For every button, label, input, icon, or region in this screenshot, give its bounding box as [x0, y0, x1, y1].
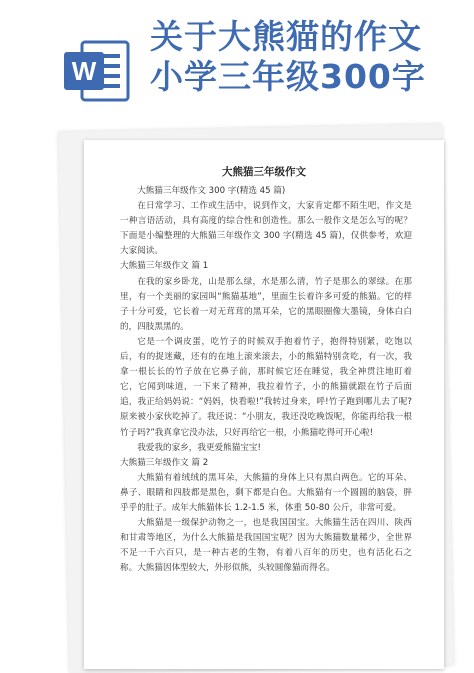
paragraph: 我爱我的家乡，我更爱熊猫宝宝!	[137, 442, 261, 453]
page-title-line-2: 小学三年级300字	[150, 57, 426, 96]
section-heading: 大熊猫三年级作文 篇 1	[120, 261, 209, 272]
section-heading: 大熊猫三年级作文 篇 2	[120, 457, 209, 468]
paragraph: 大熊猫有着绒绒的黑耳朵，大熊猫的身体上只有黑白两色。它的耳朵、鼻子、眼睛和四肢都是黑色，剩下都是白色。大熊猫有一个圆圆的脑袋，胖乎乎的肚子。成年大熊猫体长 1.2-1.5 米，体重 50-80 公斤，非常可爱。	[120, 472, 412, 513]
page-header	[0, 0, 474, 120]
word-icon-letter: W	[71, 56, 97, 86]
paragraph: 在日常学习、工作或生活中，说到作文，大家肯定都不陌生吧，作文是一种言语活动，具有高度的综合性和创造性。那么一般作文是怎么写的呢？下面是小编整理的大熊猫三年级作文 300 字(精选 45 篇)，仅供参考，欢迎大家阅读。	[120, 201, 412, 257]
paragraph: 它是一个调皮蛋，吃竹子的时候双手抱着竹子，抱得特别紧，吃饱以后，有的捉迷藏，还有的在地上滚来滚去，小的熊猫特别贪吃，有一次，我拿一根长长的竹子放在它鼻子前，那时候它还在睡觉，我全神贯注地盯着它，它闻到味道，一下来了精神，我拉着竹子，小的熊猫就跟在竹子后面追，我正给妈妈说：“妈妈，快看啦!”我转过身来，呼!竹子跑到哪儿去了呢?原来被小家伙吃掉了。我还说：“小朋友，我还没吃晚饭呢，你能再给我一根竹子吗?”我真拿它没办法，只好再给它一根，小熊猫吃得可开心啦!	[120, 336, 412, 438]
document-title: 大熊猫三年级作文	[222, 166, 306, 178]
document-subtitle: 大熊猫三年级作文 300 字(精选 45 篇)	[137, 186, 286, 196]
word-document-icon	[62, 38, 132, 104]
paragraph: 大熊猫是一级保护动物之一，也是我国国宝。大熊猫生活在四川、陕西和甘肃等地区，为什么大熊猫是我国国宝呢？因为大熊猫数量稀少，全世界不足一千六百只，是一种古老的生物，有着八百年的历史，也有活化石之称。大熊猫因体型较大，外形似熊，头较圆像猫而得名。	[120, 518, 412, 574]
document-body	[120, 184, 412, 576]
document-page	[84, 140, 444, 669]
paragraph: 在我的家乡卧龙，山是那么绿，水是那么清，竹子是那么的翠绿。在那里，有一个美丽的家园叫“熊猫基地”，里面生长着许多可爱的熊猫。它的样子十分可爱，它长着一对无茸茸的黑耳朵，它的黑眼圈像大墨镜，身体白白的，四肢黑黑的。	[120, 276, 412, 332]
page-title-line-1: 关于大熊猫的作文	[150, 17, 422, 56]
